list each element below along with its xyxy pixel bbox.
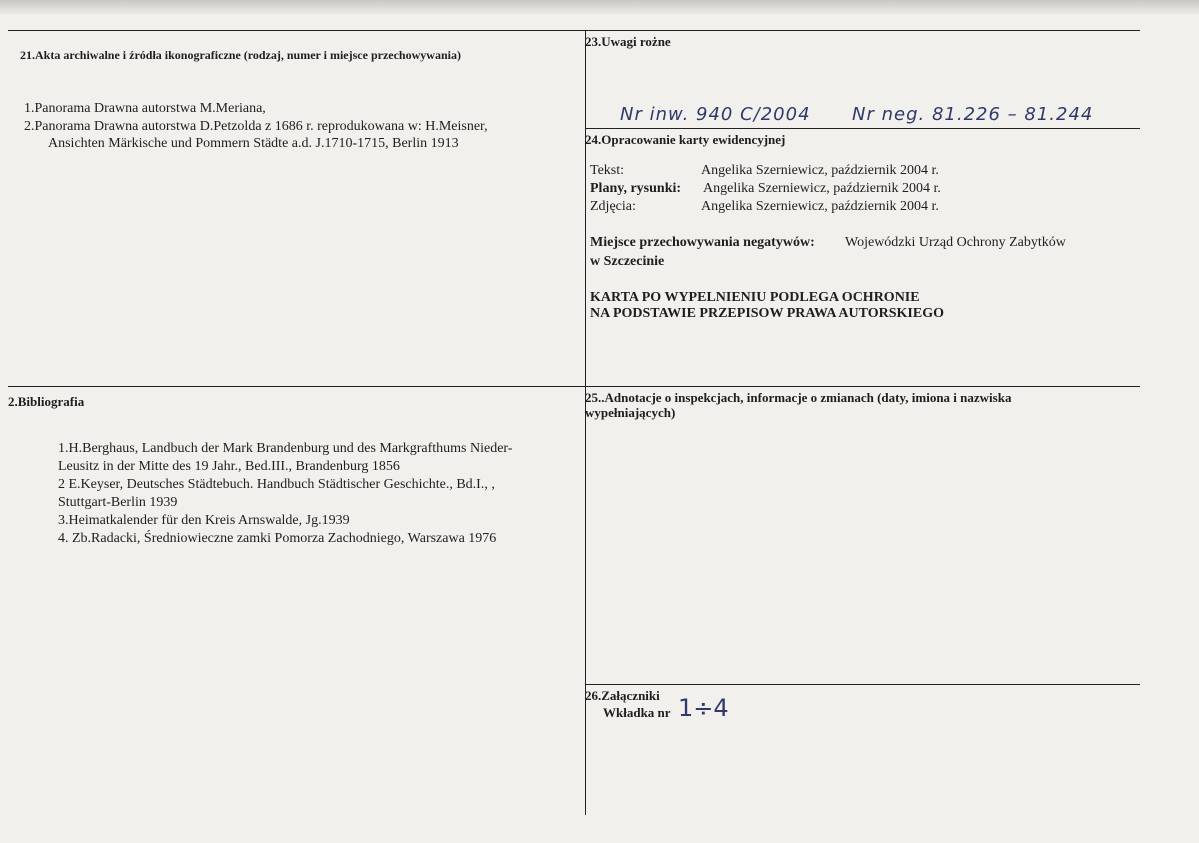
rule-right-23-24 <box>585 128 1140 129</box>
bibliography-line-5: 3.Heimatkalender für den Kreis Arnswalde, Jg.1939 <box>58 513 350 528</box>
section21-heading: 21.Akta archiwalne i źródła ikonograficzne (rodzaj, numer i miejsce przechowywania) <box>20 48 461 62</box>
copyright-notice-line2: NA PODSTAWIE PRZEPISOW PRAWA AUTORSKIEGO <box>590 306 944 321</box>
negatives-storage-label: Miejsce przechowywania negatywów: <box>590 235 815 250</box>
handwritten-attachment-number: 1÷4 <box>678 694 729 722</box>
section21-item-2-line2: Ansichten Märkische und Pommern Städte a.d. J.1710-1715, Berlin 1913 <box>48 136 459 151</box>
rule-middle <box>8 386 1140 387</box>
bibliography-line-1: 1.H.Berghaus, Landbuch der Mark Brandenburg und des Markgrafthums Nieder- <box>58 441 513 456</box>
bibliography-line-2: Leusitz in der Mitte des 19 Jahr., Bed.III., Brandenburg 1856 <box>58 459 400 474</box>
text-author-label: Tekst: <box>590 163 625 178</box>
section2-heading: 2.Bibliografia <box>8 394 85 409</box>
rule-top <box>8 30 1140 31</box>
section26-heading: 26.Załączniki <box>585 688 660 703</box>
section24-heading: 24.Opracowanie karty ewidencyjnej <box>585 132 786 147</box>
negatives-storage-city: w Szczecinie <box>590 254 665 269</box>
attachment-label: Wkładka nr <box>603 705 671 720</box>
scan-top-edge <box>0 0 1199 14</box>
section21-item-1: 1.Panorama Drawna autorstwa M.Meriana, <box>24 101 266 116</box>
section25-heading-line1: 25..Adnotacje o inspekcjach, informacje o zmianach (daty, imiona i nazwiska <box>585 390 1012 405</box>
handwritten-inventory-number: Nr inw. 940 C/2004 <box>620 104 811 125</box>
bibliography-line-4: Stuttgart-Berlin 1939 <box>58 495 178 510</box>
photos-author-label: Zdjęcia: <box>590 199 636 214</box>
text-author-value: Angelika Szerniewicz, październik 2004 r. <box>701 163 939 178</box>
bibliography-line-3: 2 E.Keyser, Deutsches Städtebuch. Handbuch Städtischer Geschichte., Bd.I., , <box>58 477 495 492</box>
section21-item-2-line1: 2.Panorama Drawna autorstwa D.Petzolda z 1686 r. reprodukowana w: H.Meisner, <box>24 119 488 134</box>
plans-author-value: Angelika Szerniewicz, październik 2004 r. <box>703 181 941 196</box>
section25-heading-line2: wypełniających) <box>585 405 676 420</box>
plans-author-label: Plany, rysunki: <box>590 181 682 196</box>
bibliography-line-6: 4. Zb.Radacki, Średniowieczne zamki Pomorza Zachodniego, Warszawa 1976 <box>58 531 497 546</box>
photos-author-value: Angelika Szerniewicz, październik 2004 r. <box>701 199 939 214</box>
copyright-notice-line1: KARTA PO WYPELNIENIU PODLEGA OCHRONIE <box>590 290 920 305</box>
section23-heading: 23.Uwagi rożne <box>585 34 671 49</box>
handwritten-negative-numbers: Nr neg. 81.226 – 81.244 <box>852 104 1094 125</box>
rule-right-25-26 <box>585 684 1140 685</box>
negatives-storage-value: Wojewódzki Urząd Ochrony Zabytków <box>845 235 1066 250</box>
